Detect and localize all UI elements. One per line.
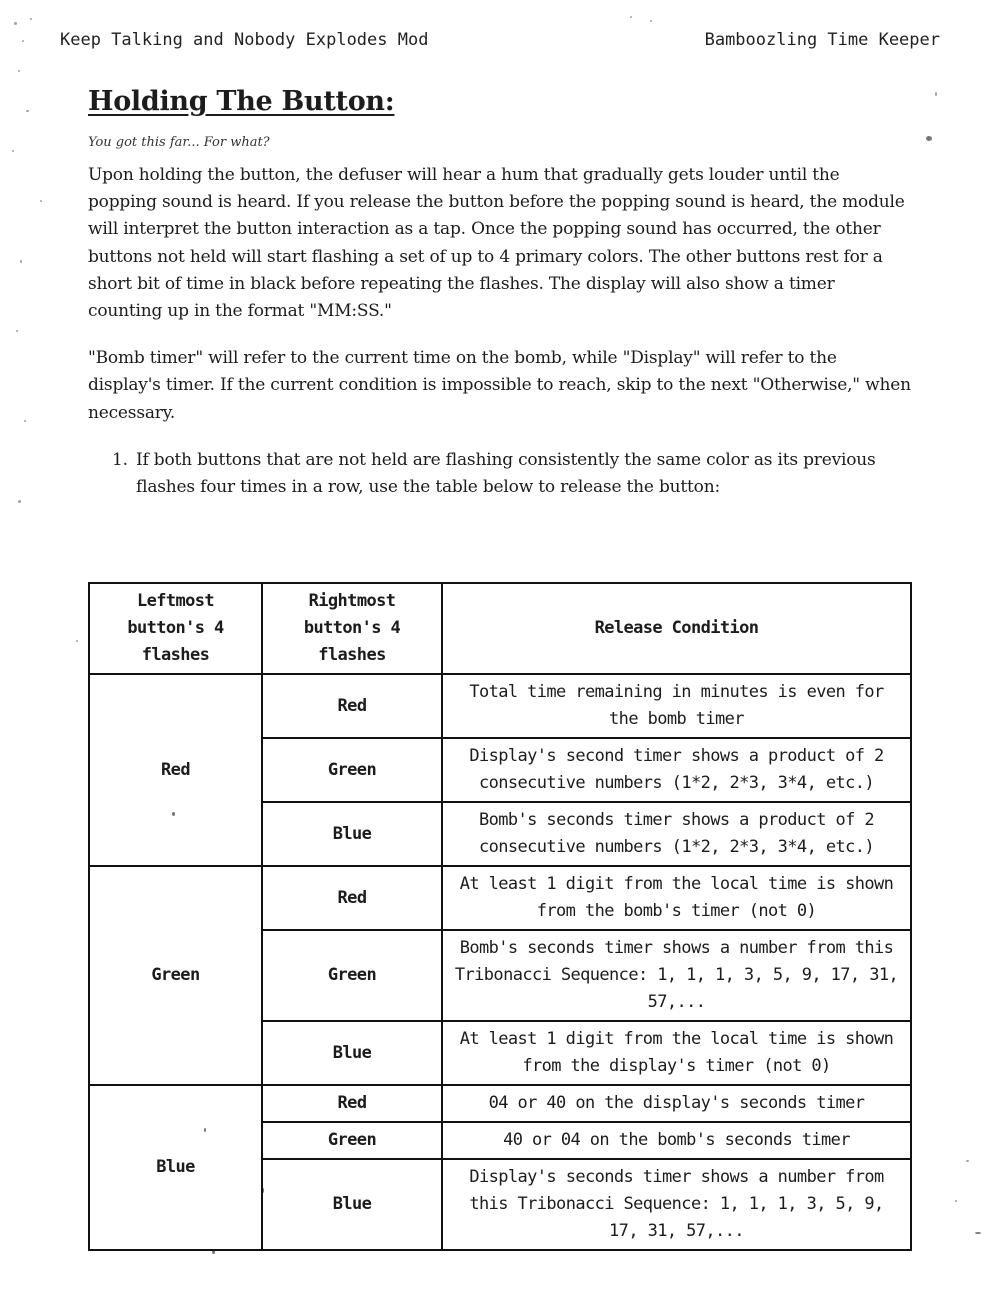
section-subtitle: You got this far... For what? xyxy=(88,135,270,150)
condition-cell: At least 1 digit from the local time is shown from the bomb's timer (not 0) xyxy=(442,866,911,930)
leftmost-color-cell: Green xyxy=(89,866,262,1085)
list-item-text: If both buttons that are not held are flashing consistently the same color as its previous flashes four times in a row, use the table below to release the button: xyxy=(136,449,876,498)
condition-cell: 04 or 40 on the display's seconds timer xyxy=(442,1085,911,1122)
table-row xyxy=(89,1085,911,1122)
rightmost-color-cell: Red xyxy=(262,674,442,738)
condition-cell: Display's second timer shows a product of 2 consecutive numbers (1*2, 2*3, 3*4, etc.) xyxy=(442,738,911,802)
leftmost-color-cell: Red xyxy=(89,674,262,866)
rightmost-color-cell: Green xyxy=(262,1122,442,1159)
table-row xyxy=(89,866,911,930)
rightmost-color-cell: Blue xyxy=(262,802,442,866)
release-condition-table xyxy=(88,582,912,1251)
section-content xyxy=(88,86,912,501)
rightmost-color-cell: Green xyxy=(262,738,442,802)
header-module-name: Bamboozling Time Keeper xyxy=(704,30,940,50)
rightmost-color-cell: Green xyxy=(262,930,442,1021)
condition-cell: At least 1 digit from the local time is shown from the display's timer (not 0) xyxy=(442,1021,911,1085)
condition-cell: 40 or 04 on the bomb's seconds timer xyxy=(442,1122,911,1159)
condition-cell: Display's seconds timer shows a number from this Tribonacci Sequence: 1, 1, 1, 3, 5, 9, 17, 31, 57,... xyxy=(442,1159,911,1250)
intro-paragraph: Upon holding the button, the defuser will hear a hum that gradually gets louder until the popping sound is heard. If you release the button before the popping sound is heard, the module will interpret the button interaction as a tap. Once the popping sound has occurred, the other buttons not held will start flashing a set of up to 4 primary colors. The other buttons rest for a short bit of time in black before repeating the flashes. The display will also show a timer counting up in the format "MM:SS." xyxy=(88,165,905,322)
rightmost-color-cell: Red xyxy=(262,1085,442,1122)
condition-cell: Bomb's seconds timer shows a number from this Tribonacci Sequence: 1, 1, 1, 3, 5, 9, 17, 31, 57,... xyxy=(442,930,911,1021)
header-rightmost: Rightmost button's 4 flashes xyxy=(262,583,442,674)
table-header-row xyxy=(89,583,911,674)
table-row xyxy=(89,674,911,738)
rightmost-color-cell: Blue xyxy=(262,1021,442,1085)
list-item xyxy=(88,447,912,501)
header-mod-label: Keep Talking and Nobody Explodes Mod xyxy=(60,30,429,50)
header-condition: Release Condition xyxy=(442,583,911,674)
condition-cell: Bomb's seconds timer shows a product of 2 consecutive numbers (1*2, 2*3, 3*4, etc.) xyxy=(442,802,911,866)
list-item-number: 1. xyxy=(112,449,128,470)
rightmost-color-cell: Blue xyxy=(262,1159,442,1250)
definition-paragraph: "Bomb timer" will refer to the current time on the bomb, while "Display" will refer to the display's timer. If the current condition is impossible to reach, skip to the next "Otherwise," when necessary. xyxy=(88,348,911,423)
header-leftmost: Leftmost button's 4 flashes xyxy=(89,583,262,674)
section-title: Holding The Button: xyxy=(88,86,395,117)
condition-cell: Total time remaining in minutes is even for the bomb timer xyxy=(442,674,911,738)
rightmost-color-cell: Red xyxy=(262,866,442,930)
leftmost-color-cell: Blue xyxy=(89,1085,262,1250)
